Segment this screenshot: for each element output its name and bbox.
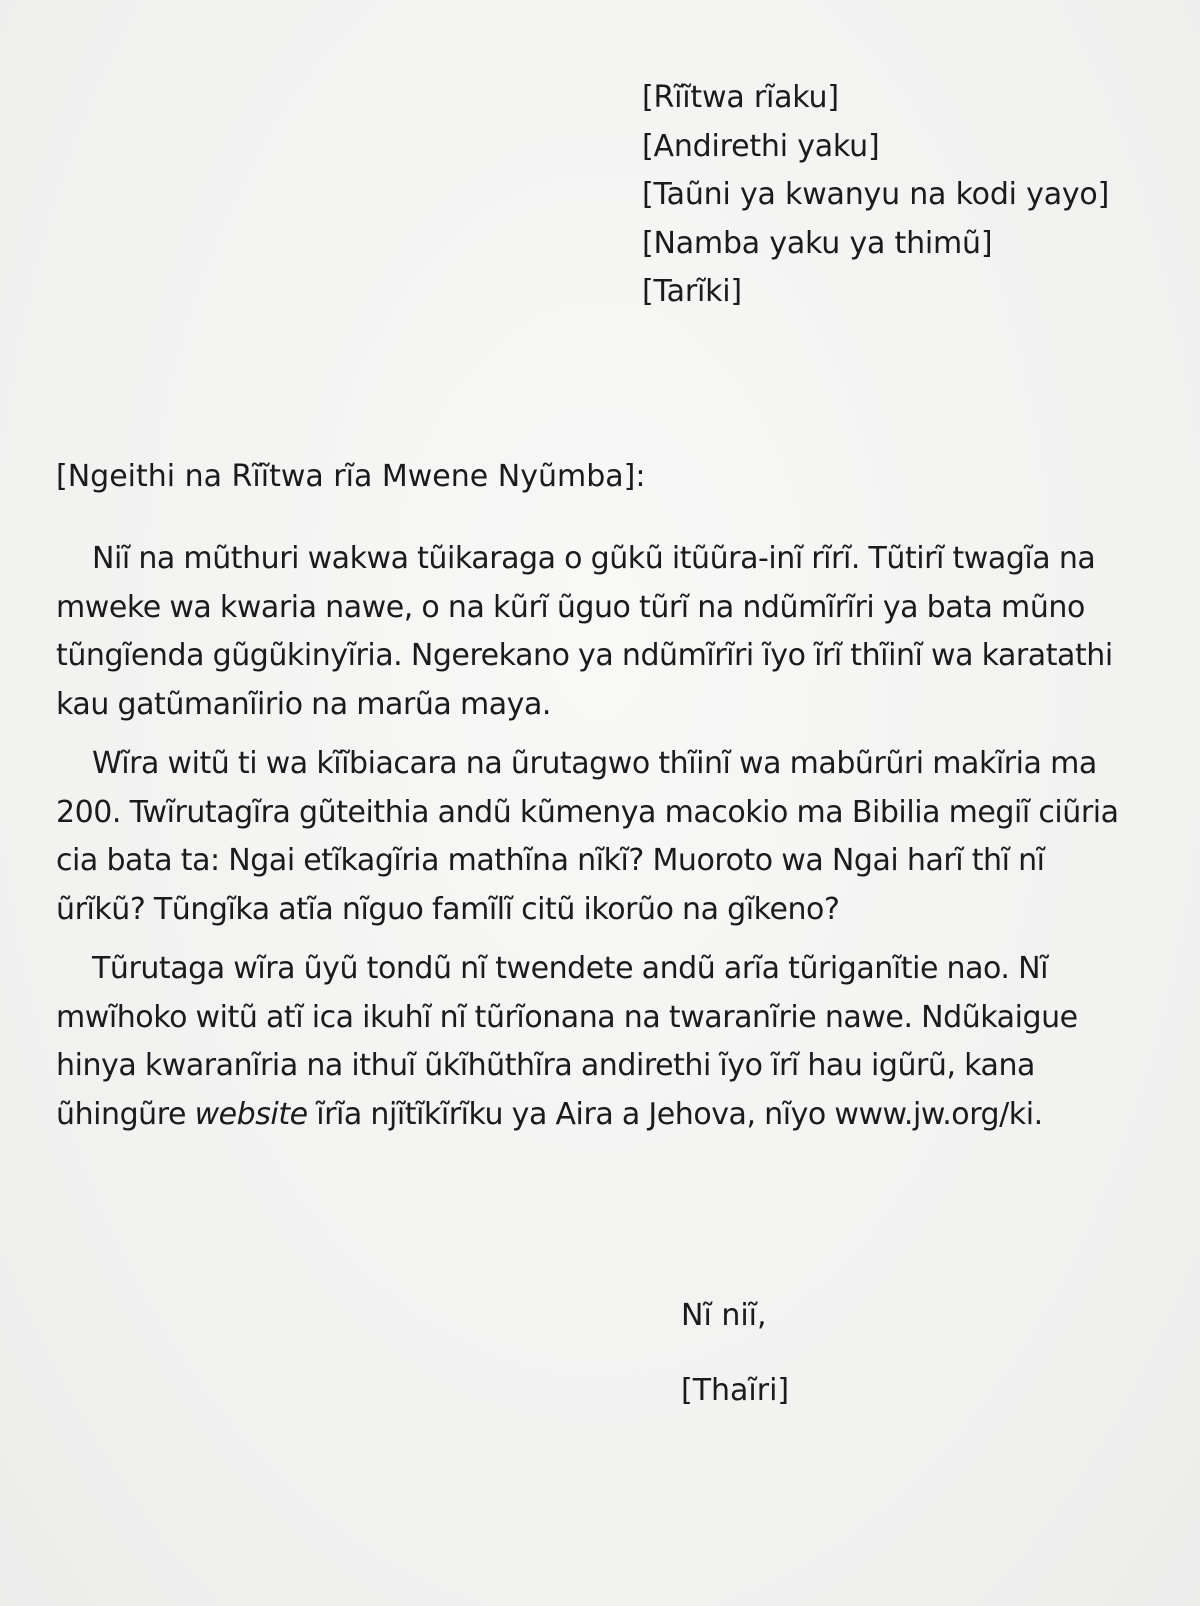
salutation: [Ngeithi na Rĩĩtwa rĩa Mwene Nyũmba]: xyxy=(56,459,646,494)
paragraph-1: Niĩ na mũthuri wakwa tũikaraga o gũkũ itũũra-inĩ rĩrĩ. Tũtirĩ twagĩa na mweke wa kwaria nawe, o na kũrĩ ũguo tũrĩ na ndũmĩrĩri ya bata mũno tũngĩenda gũgũkinyĩria. Ngerekano ya ndũmĩrĩri ĩyo ĩrĩ thĩinĩ wa karatathi kau gatũmanĩirio na marũa maya. xyxy=(56,541,1113,722)
signature-placeholder: [Thaĩri] xyxy=(681,1373,790,1408)
paragraph-3-text-end: ĩrĩa njĩtĩkĩrĩku ya Aira a Jehova, nĩyo www.jw.org/ki. xyxy=(307,1096,1043,1132)
sender-phone: [Namba yaku ya thimũ] xyxy=(642,225,993,261)
sender-address: [Andirethi yaku] xyxy=(642,128,880,164)
paragraph-2: Wĩra witũ ti wa kĩĩbiacara na ũrutagwo thĩinĩ wa mabũrũri makĩria ma 200. Twĩrutagĩra gũteithia andũ kũmenya macokio ma Bibilia megiĩ ciũria cia bata ta: Ngai etĩkagĩria mathĩna nĩkĩ? Muoroto wa Ngai harĩ thĩ nĩ ũrĩkũ? Tũngĩka atĩa nĩguo famĩlĩ citũ ikorũo na gĩkeno? xyxy=(56,746,1119,927)
website-emphasis: website xyxy=(194,1096,308,1132)
paragraph-3 xyxy=(56,945,1130,1139)
closing: Nĩ niĩ, xyxy=(681,1298,767,1333)
sender-name: [Rĩĩtwa rĩaku] xyxy=(642,80,839,115)
letter-date: [Tarĩki] xyxy=(642,274,742,309)
sender-address-block xyxy=(642,74,1109,317)
letter-body xyxy=(56,535,1130,1150)
sender-town-code: [Taũni ya kwanyu na kodi yayo] xyxy=(642,177,1110,212)
paragraph-3-text-start: Tũrutaga wĩra ũyũ tondũ nĩ twendete andũ arĩa tũriganĩtie nao. Nĩ mwĩhoko witũ atĩ ica ikuhĩ nĩ tũrĩonana na twaranĩrie nawe. Ndũkaigue hinya kwaranĩria na ithuĩ ũkĩhũthĩra andirethi ĩyo ĩrĩ hau igũrũ, kana ũhingũre xyxy=(56,951,1078,1132)
